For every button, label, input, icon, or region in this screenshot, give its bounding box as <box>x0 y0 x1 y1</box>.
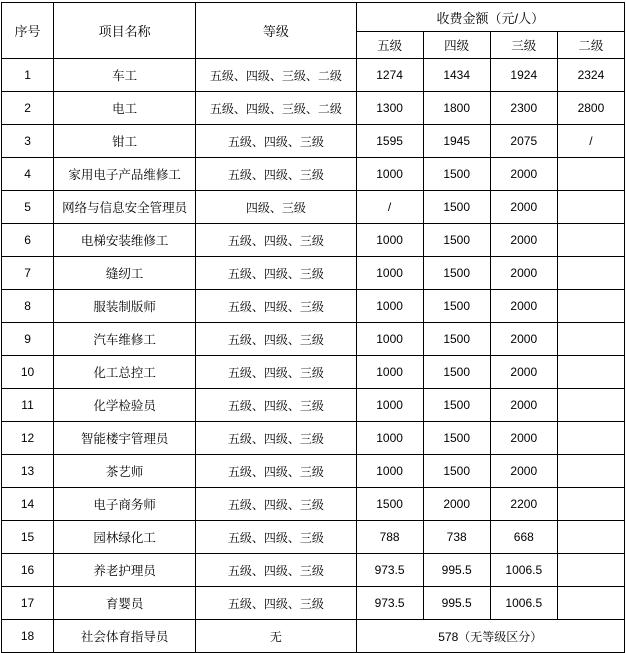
row-fee-5: 1000 <box>356 389 423 422</box>
row-fee-5: 973.5 <box>356 554 423 587</box>
row-fee-3: 2075 <box>490 125 557 158</box>
row-fee-3: 2300 <box>490 92 557 125</box>
row-name: 育婴员 <box>54 587 196 620</box>
row-fee-5: 1000 <box>356 455 423 488</box>
row-name: 车工 <box>54 59 196 92</box>
header-fee-group: 收费金额（元/人） <box>356 3 624 32</box>
row-fee-3: 2000 <box>490 290 557 323</box>
row-name: 缝纫工 <box>54 257 196 290</box>
row-fee-4: 995.5 <box>423 554 490 587</box>
row-index: 12 <box>2 422 54 455</box>
table-row <box>2 554 625 587</box>
row-level: 五级、四级、三级 <box>196 158 356 191</box>
table-row <box>2 422 625 455</box>
row-name: 园林绿化工 <box>54 521 196 554</box>
row-name: 服装制版师 <box>54 290 196 323</box>
row-level: 五级、四级、三级 <box>196 125 356 158</box>
row-fee-5: 1000 <box>356 290 423 323</box>
row-level: 五级、四级、三级、二级 <box>196 92 356 125</box>
table-row <box>2 191 625 224</box>
row-fee-2 <box>557 323 624 356</box>
row-name: 家用电子产品维修工 <box>54 158 196 191</box>
fee-schedule-table <box>1 2 625 653</box>
table-row <box>2 587 625 620</box>
header-level: 等级 <box>196 3 356 59</box>
row-fee-3: 2200 <box>490 488 557 521</box>
row-name: 汽车维修工 <box>54 323 196 356</box>
row-fee-5: 1000 <box>356 422 423 455</box>
row-fee-2 <box>557 587 624 620</box>
table-row <box>2 521 625 554</box>
row-index: 18 <box>2 620 54 653</box>
row-fee-3: 2000 <box>490 356 557 389</box>
row-fee-4: 1500 <box>423 158 490 191</box>
header-fee-level-4: 四级 <box>423 32 490 59</box>
row-fee-5: / <box>356 191 423 224</box>
header-fee-level-2: 二级 <box>557 32 624 59</box>
row-fee-3: 2000 <box>490 455 557 488</box>
header-name: 项目名称 <box>54 3 196 59</box>
row-name: 电工 <box>54 92 196 125</box>
row-level: 五级、四级、三级 <box>196 389 356 422</box>
row-index: 10 <box>2 356 54 389</box>
row-fee-2: 2800 <box>557 92 624 125</box>
row-fee-5: 973.5 <box>356 587 423 620</box>
row-fee-5: 1000 <box>356 323 423 356</box>
row-name: 网络与信息安全管理员 <box>54 191 196 224</box>
row-fee-3: 2000 <box>490 158 557 191</box>
row-fee-4: 1800 <box>423 92 490 125</box>
row-fee-5: 1000 <box>356 158 423 191</box>
row-level: 五级、四级、三级 <box>196 323 356 356</box>
row-level: 五级、四级、三级 <box>196 290 356 323</box>
header-fee-level-3: 三级 <box>490 32 557 59</box>
row-fee-4: 1500 <box>423 323 490 356</box>
row-level: 五级、四级、三级 <box>196 257 356 290</box>
row-level: 五级、四级、三级 <box>196 455 356 488</box>
row-fee-4: 1500 <box>423 257 490 290</box>
row-fee-5: 1300 <box>356 92 423 125</box>
row-index: 3 <box>2 125 54 158</box>
row-fee-4: 738 <box>423 521 490 554</box>
row-fee-4: 995.5 <box>423 587 490 620</box>
row-fee-5: 1000 <box>356 257 423 290</box>
row-fee-3: 1006.5 <box>490 554 557 587</box>
row-fee-2 <box>557 257 624 290</box>
table-row <box>2 92 625 125</box>
row-name: 化工总控工 <box>54 356 196 389</box>
row-fee-2: 2324 <box>557 59 624 92</box>
row-fee-2 <box>557 422 624 455</box>
row-fee-4: 1500 <box>423 290 490 323</box>
row-fee-3: 2000 <box>490 422 557 455</box>
row-name: 茶艺师 <box>54 455 196 488</box>
row-fee-4: 1500 <box>423 191 490 224</box>
row-fee-3: 1006.5 <box>490 587 557 620</box>
row-fee-2 <box>557 554 624 587</box>
table-row <box>2 224 625 257</box>
row-fee-2 <box>557 356 624 389</box>
row-index: 9 <box>2 323 54 356</box>
row-fee-4: 1500 <box>423 224 490 257</box>
row-fee-2 <box>557 290 624 323</box>
row-index: 8 <box>2 290 54 323</box>
row-fee-5: 1500 <box>356 488 423 521</box>
table-row <box>2 455 625 488</box>
row-fee-4: 2000 <box>423 488 490 521</box>
row-fee-2: / <box>557 125 624 158</box>
row-fee-3: 2000 <box>490 224 557 257</box>
row-level: 五级、四级、三级 <box>196 587 356 620</box>
row-index: 14 <box>2 488 54 521</box>
row-fee-5: 788 <box>356 521 423 554</box>
row-name: 社会体育指导员 <box>54 620 196 653</box>
header-index: 序号 <box>2 3 54 59</box>
table-row <box>2 59 625 92</box>
row-fee-4: 1500 <box>423 356 490 389</box>
row-name: 电梯安装维修工 <box>54 224 196 257</box>
row-fee-5: 1595 <box>356 125 423 158</box>
table-row <box>2 158 625 191</box>
row-index: 5 <box>2 191 54 224</box>
row-index: 11 <box>2 389 54 422</box>
table-header-row-1 <box>2 3 625 32</box>
table-row <box>2 125 625 158</box>
row-index: 6 <box>2 224 54 257</box>
table-row <box>2 389 625 422</box>
row-fee-2 <box>557 224 624 257</box>
table-row <box>2 290 625 323</box>
row-fee-3: 2000 <box>490 191 557 224</box>
row-fee-4: 1500 <box>423 422 490 455</box>
row-fee-note: 578（无等级区分） <box>356 620 624 653</box>
table-row <box>2 323 625 356</box>
row-level: 五级、四级、三级 <box>196 554 356 587</box>
row-level: 无 <box>196 620 356 653</box>
row-name: 钳工 <box>54 125 196 158</box>
row-fee-4: 1434 <box>423 59 490 92</box>
row-fee-2 <box>557 158 624 191</box>
row-name: 智能楼宇管理员 <box>54 422 196 455</box>
table-row-last <box>2 620 625 653</box>
row-fee-4: 1500 <box>423 389 490 422</box>
row-level: 四级、三级 <box>196 191 356 224</box>
row-index: 15 <box>2 521 54 554</box>
row-fee-2 <box>557 191 624 224</box>
row-name: 化学检验员 <box>54 389 196 422</box>
row-fee-4: 1945 <box>423 125 490 158</box>
row-fee-2 <box>557 455 624 488</box>
row-index: 16 <box>2 554 54 587</box>
row-index: 7 <box>2 257 54 290</box>
row-level: 五级、四级、三级 <box>196 521 356 554</box>
row-level: 五级、四级、三级 <box>196 356 356 389</box>
row-level: 五级、四级、三级 <box>196 224 356 257</box>
table-row <box>2 356 625 389</box>
row-fee-3: 1924 <box>490 59 557 92</box>
row-fee-2 <box>557 488 624 521</box>
row-fee-3: 2000 <box>490 257 557 290</box>
row-level: 五级、四级、三级 <box>196 488 356 521</box>
table-row <box>2 257 625 290</box>
row-level: 五级、四级、三级 <box>196 422 356 455</box>
row-fee-5: 1000 <box>356 356 423 389</box>
row-fee-4: 1500 <box>423 455 490 488</box>
row-index: 2 <box>2 92 54 125</box>
table-row <box>2 488 625 521</box>
row-name: 养老护理员 <box>54 554 196 587</box>
row-index: 13 <box>2 455 54 488</box>
row-fee-3: 668 <box>490 521 557 554</box>
row-fee-5: 1274 <box>356 59 423 92</box>
row-index: 17 <box>2 587 54 620</box>
row-fee-2 <box>557 521 624 554</box>
row-index: 1 <box>2 59 54 92</box>
row-name: 电子商务师 <box>54 488 196 521</box>
row-level: 五级、四级、三级、二级 <box>196 59 356 92</box>
row-fee-2 <box>557 389 624 422</box>
row-fee-3: 2000 <box>490 389 557 422</box>
row-fee-5: 1000 <box>356 224 423 257</box>
header-fee-level-5: 五级 <box>356 32 423 59</box>
row-index: 4 <box>2 158 54 191</box>
row-fee-3: 2000 <box>490 323 557 356</box>
